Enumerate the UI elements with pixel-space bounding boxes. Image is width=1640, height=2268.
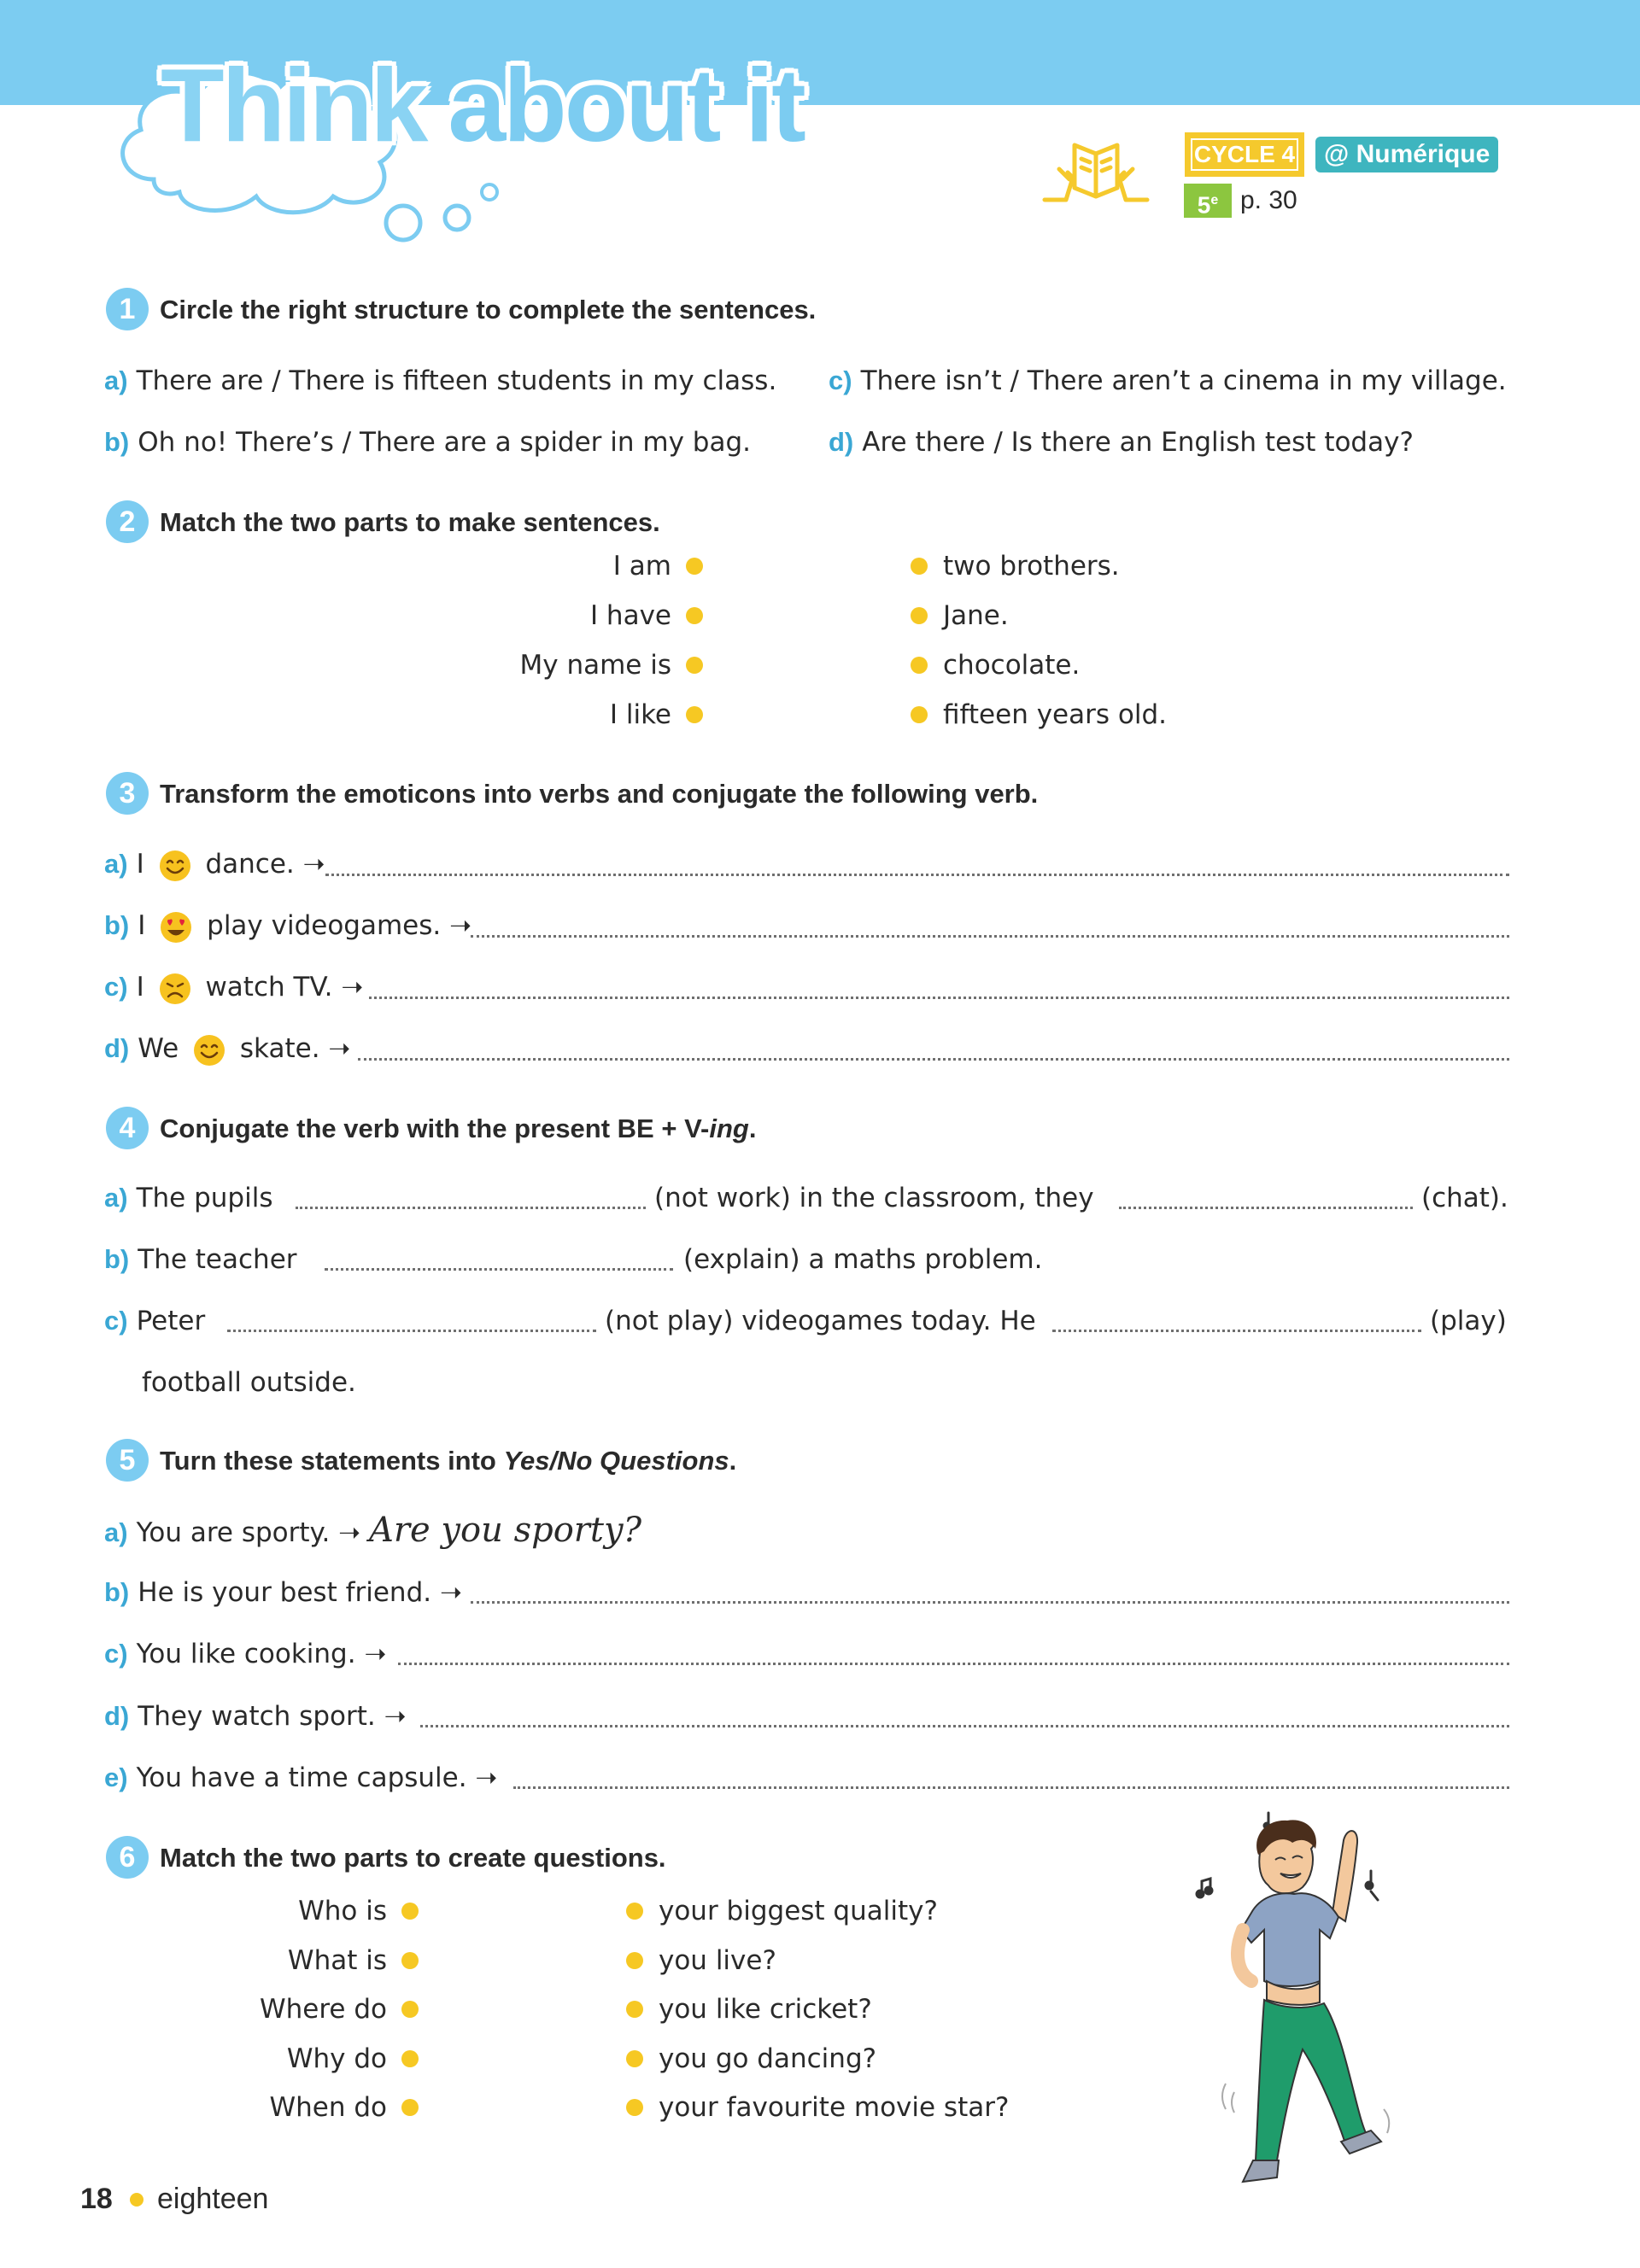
exercise-4-number: 4 xyxy=(106,1107,149,1149)
title-word-think: Think xyxy=(161,47,426,163)
ex6-left-1: Who is xyxy=(298,1896,387,1926)
heart-eyes-emoji-icon xyxy=(159,910,193,944)
ex5-answer-line-b[interactable] xyxy=(471,1601,1509,1604)
exercise-3-number: 3 xyxy=(106,772,149,815)
numerique-badge[interactable]: @ Numérique xyxy=(1315,137,1498,172)
ex3-item-a: a) I dance. ➝ xyxy=(104,847,325,883)
grade-suffix: e xyxy=(1210,193,1219,208)
ex6-left-4: Why do xyxy=(286,2043,387,2074)
ex2-right-4: fifteen years old. xyxy=(943,699,1167,730)
ex2-right-3: chocolate. xyxy=(943,650,1081,681)
ex6-right-4: you go dancing? xyxy=(659,2043,877,2074)
ex4-a-middle: (not work) in the classroom, they xyxy=(654,1183,1094,1213)
ex4-c-start: c) Peter xyxy=(104,1306,206,1336)
exercise-1-number: 1 xyxy=(106,288,149,330)
ex1-item-a: a) There are / There is fifteen students in my class. xyxy=(104,365,777,396)
ex2-right-2: Jane. xyxy=(943,600,1009,631)
ex6-left-dot-4[interactable] xyxy=(401,2050,419,2067)
ex6-right-3: you like cricket? xyxy=(659,1994,872,2025)
exercise-5-number: 5 xyxy=(106,1439,149,1482)
ex6-right-2: you live? xyxy=(659,1945,776,1976)
ex5-answer-line-e[interactable] xyxy=(513,1786,1509,1789)
grade-number: 5 xyxy=(1197,191,1211,219)
ex6-right-dot-4[interactable] xyxy=(626,2050,643,2067)
ex6-right-dot-2[interactable] xyxy=(626,1952,643,1969)
exercise-4-instruction: Conjugate the verb with the present BE + V-ing. xyxy=(160,1114,757,1143)
dancing-boy-illustration xyxy=(1192,1802,1414,2212)
exercise-2-instruction: Match the two parts to make sentences. xyxy=(160,507,660,537)
ex2-left-dot-3[interactable] xyxy=(686,657,703,674)
ex2-right-dot-2[interactable] xyxy=(911,607,928,624)
ex1-item-c: c) There isn’t / There aren’t a cinema in my village. xyxy=(829,365,1507,396)
ex2-left-dot-4[interactable] xyxy=(686,706,703,723)
smiling-emoji-icon xyxy=(192,1033,226,1067)
ex4-c-end: (play) xyxy=(1430,1306,1507,1336)
ex3-item-c: c) I watch TV. ➝ xyxy=(104,970,363,1006)
ex6-right-dot-3[interactable] xyxy=(626,2001,643,2018)
exercise-3-instruction: Transform the emoticons into verbs and conjugate the following verb. xyxy=(160,779,1039,809)
ex4-c-middle: (not play) videogames today. He xyxy=(605,1306,1036,1336)
ex6-left-5: When do xyxy=(269,2092,387,2123)
footer-bullet xyxy=(130,2193,144,2207)
exercise-2-number: 2 xyxy=(106,500,149,543)
grade-badge xyxy=(1184,184,1232,218)
ex3-answer-line-d[interactable] xyxy=(358,1058,1509,1061)
reading-book-icon xyxy=(1040,135,1151,207)
ex2-left-2: I have xyxy=(589,600,671,631)
ex5-answer-line-c[interactable] xyxy=(398,1663,1509,1665)
exercise-1-instruction: Circle the right structure to complete the sentences. xyxy=(160,295,817,324)
thought-bubbles xyxy=(376,175,512,243)
ex2-left-4: I like xyxy=(609,699,671,730)
ex6-right-dot-5[interactable] xyxy=(626,2099,643,2116)
ex2-left-dot-2[interactable] xyxy=(686,607,703,624)
ex4-a-start: a) The pupils xyxy=(104,1183,273,1213)
ex2-left-3: My name is xyxy=(519,650,671,681)
ex5-item-e: e) You have a time capsule. ➝ xyxy=(104,1762,498,1793)
ex4-b-blank-1[interactable] xyxy=(325,1268,673,1271)
smiling-emoji-icon xyxy=(158,849,192,883)
ex3-item-d: d) We skate. ➝ xyxy=(104,1032,350,1067)
ex3-answer-line-a[interactable] xyxy=(325,874,1509,876)
ex5-answer-line-d[interactable] xyxy=(420,1725,1509,1727)
exercise-6-instruction: Match the two parts to create questions. xyxy=(160,1843,666,1873)
sad-emoji-icon xyxy=(158,972,192,1006)
ex4-c-continuation: football outside. xyxy=(142,1367,356,1398)
ex6-right-dot-1[interactable] xyxy=(626,1903,643,1920)
ex5-example: a) You are sporty. ➝ Are you sporty? xyxy=(104,1511,642,1550)
exercise-5-instruction: Turn these statements into Yes/No Questions. xyxy=(160,1446,737,1476)
ex2-right-dot-1[interactable] xyxy=(911,558,928,575)
ex1-item-d: d) Are there / Is there an English test today? xyxy=(829,427,1414,458)
ex2-right-dot-4[interactable] xyxy=(911,706,928,723)
ex2-left-dot-1[interactable] xyxy=(686,558,703,575)
ex5-item-d: d) They watch sport. ➝ xyxy=(104,1701,407,1732)
ex6-left-dot-5[interactable] xyxy=(401,2099,419,2116)
ex6-left-dot-2[interactable] xyxy=(401,1952,419,1969)
ex4-a-end: (chat). xyxy=(1421,1183,1508,1213)
page-reference: p. 30 xyxy=(1240,186,1297,214)
ex4-b-end: (explain) a maths problem. xyxy=(683,1244,1043,1275)
ex6-left-3: Where do xyxy=(259,1994,387,2025)
ex1-item-b: b) Oh no! There’s / There are a spider in my bag. xyxy=(104,427,752,458)
ex3-item-b: b) I play videogames. ➝ xyxy=(104,909,472,944)
ex3-answer-line-b[interactable] xyxy=(471,935,1509,938)
ex2-left-1: I am xyxy=(612,551,671,582)
ex4-c-blank-1[interactable] xyxy=(227,1330,596,1332)
ex6-right-5: your favourite movie star? xyxy=(659,2092,1010,2123)
ex4-b-start: b) The teacher xyxy=(104,1244,297,1275)
ex4-a-blank-1[interactable] xyxy=(296,1207,646,1209)
ex6-left-dot-3[interactable] xyxy=(401,2001,419,2018)
exercise-6-number: 6 xyxy=(106,1836,149,1879)
ex6-left-dot-1[interactable] xyxy=(401,1903,419,1920)
page-number: 18 xyxy=(80,2183,113,2215)
ex5-item-b: b) He is your best friend. ➝ xyxy=(104,1577,462,1608)
ex5-item-c: c) You like cooking. ➝ xyxy=(104,1639,387,1669)
ex2-right-1: two brothers. xyxy=(943,551,1120,582)
ex6-left-2: What is xyxy=(287,1945,387,1976)
cycle-badge: CYCLE 4 xyxy=(1185,132,1304,177)
title-word-about-it: about it xyxy=(448,47,804,163)
ex6-right-1: your biggest quality? xyxy=(659,1896,938,1926)
ex4-c-blank-2[interactable] xyxy=(1052,1330,1421,1332)
ex2-right-dot-3[interactable] xyxy=(911,657,928,674)
ex4-a-blank-2[interactable] xyxy=(1119,1207,1413,1209)
page-number-word: eighteen xyxy=(157,2183,269,2215)
ex3-answer-line-c[interactable] xyxy=(369,997,1509,999)
ex5-example-answer: Are you sporty? xyxy=(369,1511,642,1550)
page-title xyxy=(161,47,804,163)
